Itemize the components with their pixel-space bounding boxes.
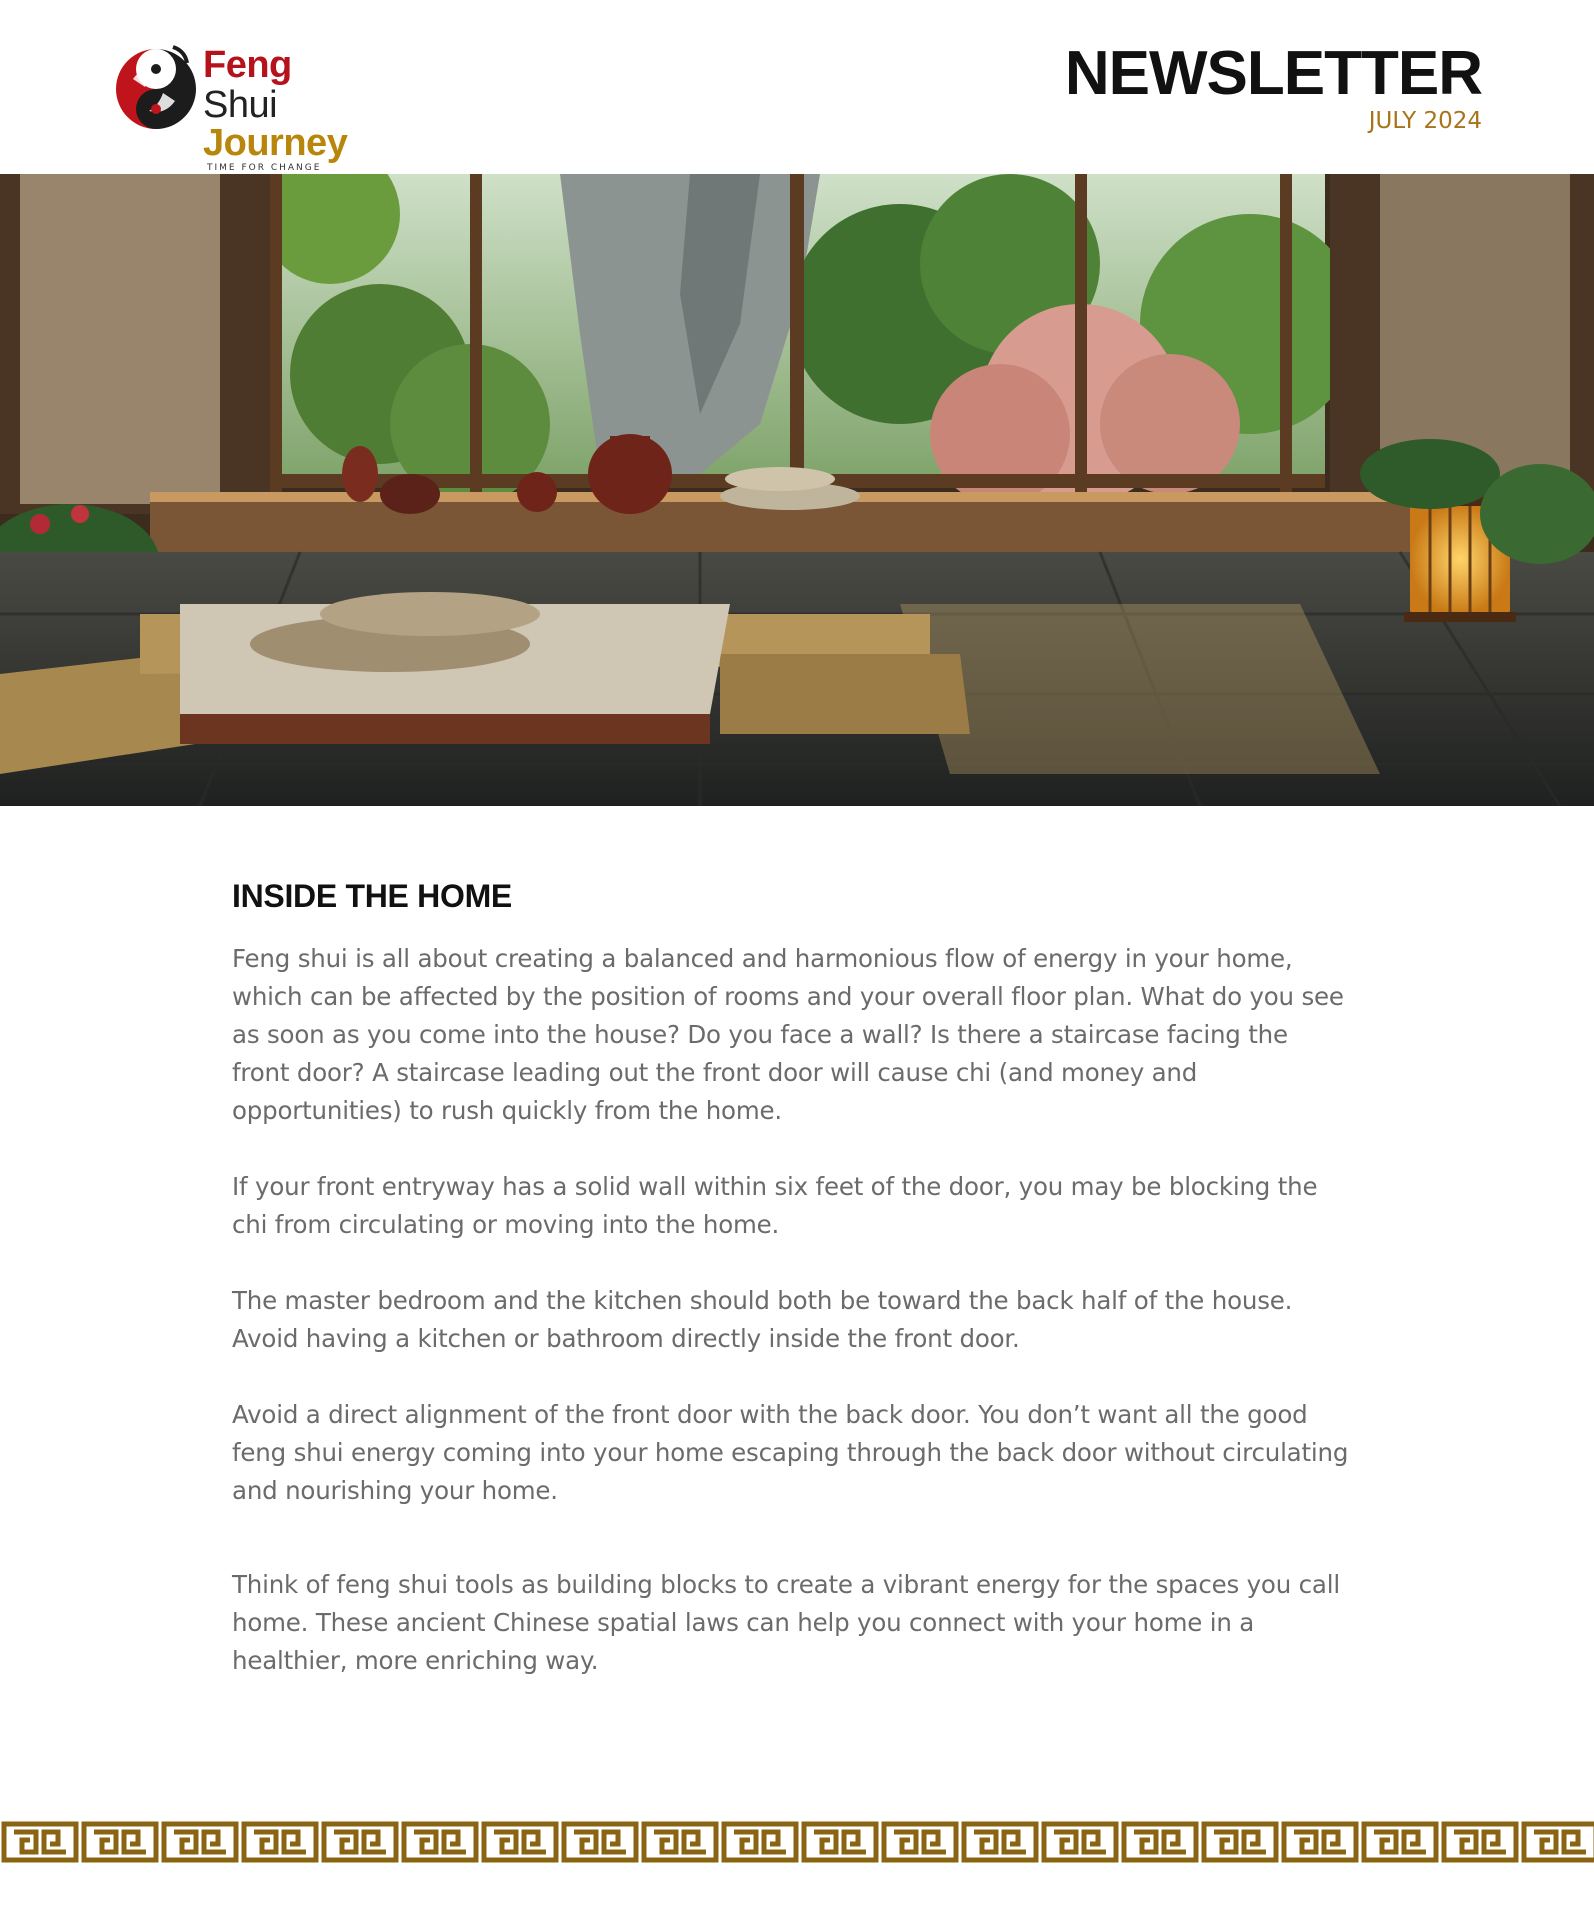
brand-name-feng: Feng [203,44,292,86]
koi-yin-yang-icon [113,39,199,135]
decorative-border [0,1818,1594,1866]
article-paragraph: If your front entryway has a solid wall within six feet of the door, you may be blocking the chi from circulating or moving into the home. [232,1172,1318,1239]
article-paragraph: Think of feng shui tools as building blocks to create a vibrant energy for the spaces you call home. These ancient Chinese spatial laws can help you connect with your home in a healthier, more enriching way. [232,1570,1340,1675]
hero-image [0,174,1594,806]
article [232,876,1352,1680]
brand-tagline: TIME FOR CHANGE [207,163,322,173]
brand-name-shui: Shui [203,84,278,126]
brand-name-journey: Journey [203,122,348,164]
article-heading: INSIDE THE HOME [232,878,512,914]
masthead [1064,39,1482,136]
zen-room-illustration-icon [0,174,1594,806]
chinese-key-pattern-icon [0,1818,1594,1866]
newsletter-title: NEWSLETTER [1064,39,1482,108]
brand-logo [113,35,373,173]
article-paragraph: The master bedroom and the kitchen should both be toward the back half of the house. Avoid having a kitchen or bathroom directly inside the front door. [232,1286,1293,1353]
article-paragraph: Avoid a direct alignment of the front door with the back door. You don’t want all the good feng shui energy coming into your home escaping through the back door without circulating and nourishing your home. [232,1400,1349,1505]
issue-date: JULY 2024 [1368,108,1482,134]
article-paragraph: Feng shui is all about creating a balanced and harmonious flow of energy in your home, which can be affected by the position of rooms and your overall floor plan. What do you see as soon as you come into the house? Do you face a wall? Is there a staircase facing the front door? A staircase leading out the front door will cause chi (and money and opportunities) to rush quickly from the home. [232,944,1344,1125]
